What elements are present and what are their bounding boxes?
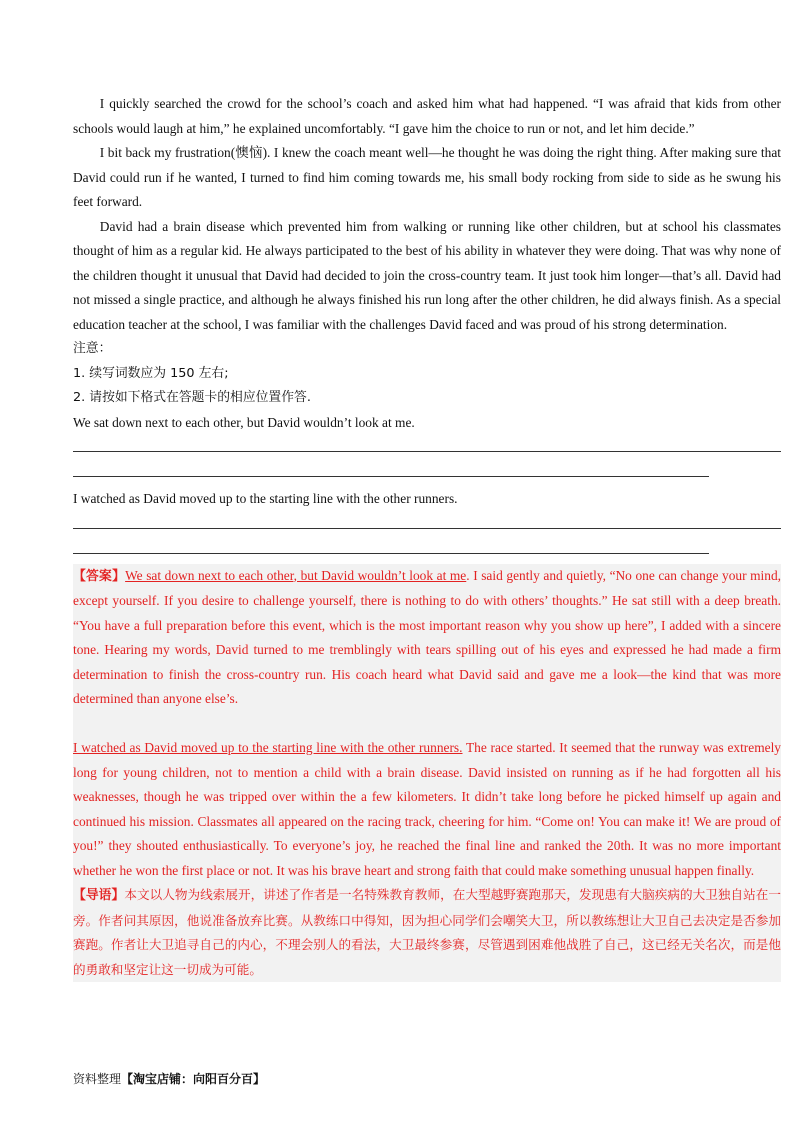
answer-section	[73, 564, 781, 983]
guide-label: 【导语】	[73, 888, 125, 903]
prompt-second: I watched as David moved up to the starting line with the other runners.	[73, 491, 458, 506]
answer-line	[73, 553, 709, 554]
answer-lead-1: We sat down next to each other, but David wouldn’t look at me	[125, 567, 467, 583]
answer-label: 【答案】	[73, 568, 126, 584]
answer-line	[73, 528, 781, 529]
notes-item-2: 2. 请按如下格式在答题卡的相应位置作答.	[73, 390, 311, 405]
spacer	[73, 712, 781, 737]
guide-paragraph	[73, 883, 781, 982]
story-paragraph-2: I bit back my frustration(懊恼). I knew the coach meant well—he thought he was doing the right thing. After making sure that David could run if he wanted, I turned to find him coming towards me, his small body rocking from side to side as he swung his feet forward.	[73, 145, 781, 209]
guide-text: 本文以人物为线索展开，讲述了作者是一名特殊教育教师，在大型越野赛跑那天，发现患有大脑疾病的大卫独自站在一旁。作者问其原因，他说准备放弃比赛。从教练口中得知，因为担心同学们会嘲笑大卫，所以教练想让大卫自己去决定是否参加赛跑。作者让大卫追寻自己的内心，不理会别人的看法，大卫最终参赛，尽管遇到困难他战胜了自己，这已经无关名次，而是他的勇敢和坚定让这一切成为可能。	[73, 887, 782, 977]
page-footer	[73, 1070, 265, 1087]
document-page	[73, 92, 781, 982]
notes-item-1: 1. 续写词数应为 150 左右;	[73, 365, 229, 381]
prompt-first: We sat down next to each other, but David wouldn’t look at me.	[73, 414, 415, 430]
answer-lead-2: I watched as David moved up to the starting line with the other runners.	[73, 740, 463, 755]
story-paragraph-3: David had a brain disease which prevented him from walking or running like other children, but at school his classmates thought of him as a regular kid. He always participated to the best of his ability in whatever they were doing. That was why none of the children thought it unusual that David had decided to join the cross-country team. It just took him longer—that’s all. David had not missed a single practice, and although he always finished his run long after the other children, he did always finish. As a special education teacher at the school, I was familiar with the challenges David faced and was proud of his strong determination.	[73, 218, 781, 332]
footer-shop: 【淘宝店铺：向阳百分百】	[121, 1072, 266, 1086]
story-paragraph-1: I quickly searched the crowd for the school’s coach and asked him what had happened. “I was afraid that kids from other schools would laugh at him,” he explained uncomfortably. “I gave him the choice to run or not, and let him decide.”	[73, 96, 781, 136]
answer-paragraph-2	[73, 736, 781, 883]
answer-body-1: . I said gently and quietly, “No one can change your mind, except yourself. If you desire to challenge yourself, there is nothing to do with others’ thoughts.” He sat still with a deep breath. “You have a full preparation before this event, which is the most important reason why you show up here”, I added with a sincere tone. Hearing my words, David turned to me tremblingly with tears spilling out of his eyes and expressed he had made a firm determination to finish the cross-country run. His coach heard what David said and gave me a look—the kind that was more determined than anyone else’s.	[73, 567, 782, 706]
footer-prefix: 资料整理	[73, 1072, 122, 1086]
answer-paragraph-1	[73, 564, 781, 712]
answer-line	[73, 451, 781, 452]
answer-line	[73, 476, 709, 477]
answer-body-2: The race started. It seemed that the runway was extremely long for young children, not to mention a child with a brain disease. David insisted on running as if he had forgotten all his weaknesses, though he was tripped over within the a few kilometers. It didn’t take long before he picked himself up again and continued his mission. Classmates all appeared on the racing track, cheering for him. “Come on! You can make it! We are proud of you!” they shouted enthusiastically. To everyone’s joy, he reached the final line and ranked the 20th. It was no more important whether he won the first place or not. It was his brave heart and strong faith that could make something unusual happen finally.	[73, 740, 781, 878]
notes-heading: 注意：	[73, 341, 112, 356]
